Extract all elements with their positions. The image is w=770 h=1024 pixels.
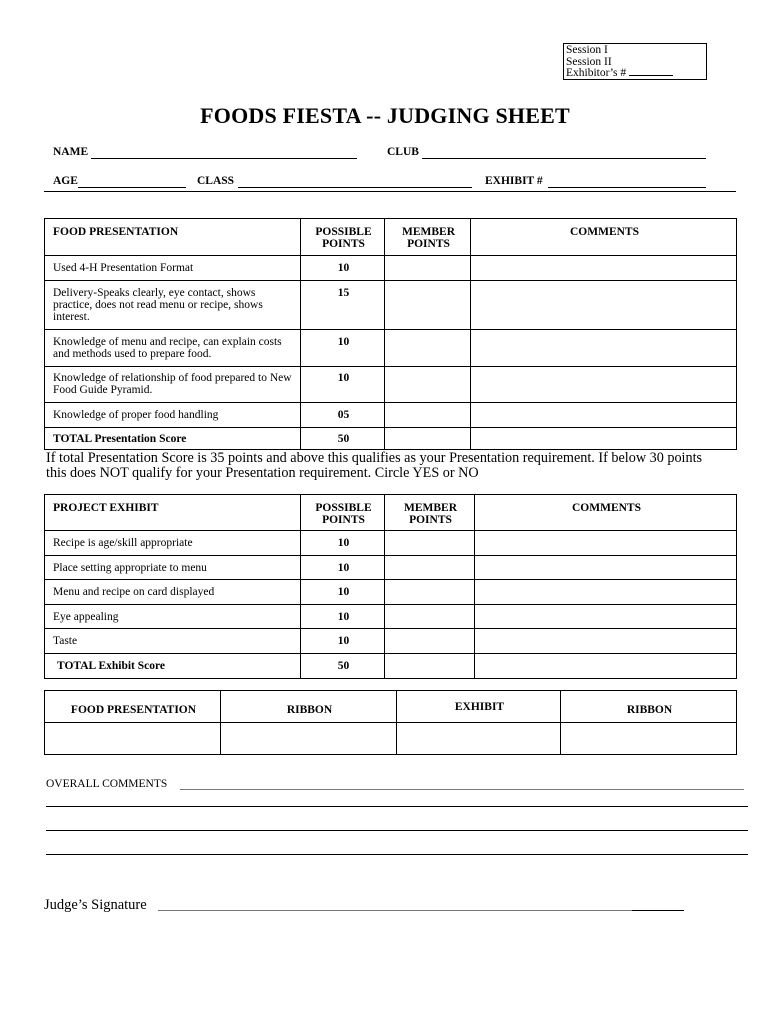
comments-header: COMMENTS bbox=[471, 219, 737, 256]
comments-cell[interactable] bbox=[475, 605, 737, 629]
exhibitor-number-line[interactable] bbox=[629, 75, 673, 76]
exhibit-ribbon-header: EXHIBIT bbox=[397, 691, 561, 723]
table-row bbox=[45, 629, 737, 654]
overall-comments-label: OVERALL COMMENTS bbox=[46, 778, 168, 790]
exhibit-number-line[interactable] bbox=[548, 187, 706, 188]
club-label: CLUB bbox=[387, 146, 419, 158]
total-row bbox=[45, 654, 737, 679]
table-row bbox=[45, 367, 737, 403]
exhibitor-number-label: Exhibitor’s # bbox=[566, 67, 627, 79]
overall-comments-line[interactable] bbox=[180, 789, 744, 790]
age-field[interactable] bbox=[53, 175, 78, 187]
comments-cell[interactable] bbox=[475, 531, 737, 556]
member-points-header: MEMBER POINTS bbox=[385, 495, 475, 531]
name-line[interactable] bbox=[91, 158, 357, 159]
total-member-points-cell[interactable] bbox=[385, 654, 475, 679]
comments-cell[interactable] bbox=[471, 281, 737, 330]
total-possible-points: 50 bbox=[301, 654, 385, 679]
possible-points-value: 10 bbox=[301, 330, 385, 367]
ribbon-table bbox=[44, 690, 737, 755]
total-exhibit-label: TOTAL Exhibit Score bbox=[45, 654, 301, 679]
comments-cell[interactable] bbox=[475, 629, 737, 654]
table-row bbox=[45, 281, 737, 330]
total-row bbox=[45, 428, 737, 450]
comments-line-4[interactable] bbox=[46, 854, 748, 855]
criterion-label: Menu and recipe on card displayed bbox=[45, 580, 301, 605]
possible-points-value: 10 bbox=[301, 367, 385, 403]
comments-cell[interactable] bbox=[471, 330, 737, 367]
comments-cell[interactable] bbox=[475, 580, 737, 605]
criterion-label: Eye appealing bbox=[45, 605, 301, 629]
table-row bbox=[45, 723, 737, 755]
total-member-points-cell[interactable] bbox=[385, 428, 471, 450]
name-label: NAME bbox=[53, 146, 89, 158]
criterion-label: Knowledge of menu and recipe, can explain costs and methods used to prepare food. bbox=[45, 330, 301, 367]
project-exhibit-table bbox=[44, 494, 737, 679]
food-presentation-header: FOOD PRESENTATION bbox=[45, 219, 301, 256]
session-1-label: Session I bbox=[566, 44, 608, 56]
member-points-cell[interactable] bbox=[385, 281, 471, 330]
class-field[interactable] bbox=[197, 175, 234, 187]
age-line[interactable] bbox=[78, 187, 186, 188]
criterion-label: Delivery-Speaks clearly, eye contact, shows practice, does not read menu or recipe, shows interest. bbox=[45, 281, 301, 330]
food-presentation-table bbox=[44, 218, 737, 450]
table-row bbox=[45, 256, 737, 281]
possible-points-value: 10 bbox=[301, 580, 385, 605]
total-comments-cell[interactable] bbox=[471, 428, 737, 450]
class-line[interactable] bbox=[238, 187, 472, 188]
comments-cell[interactable] bbox=[471, 403, 737, 428]
total-comments-cell[interactable] bbox=[475, 654, 737, 679]
comments-line-3[interactable] bbox=[46, 830, 748, 831]
presentation-ribbon-cell[interactable] bbox=[221, 723, 397, 755]
table-row bbox=[45, 556, 737, 580]
criterion-label: Place setting appropriate to menu bbox=[45, 556, 301, 580]
total-presentation-label: TOTAL Presentation Score bbox=[45, 428, 301, 450]
ribbon-header: RIBBON bbox=[221, 691, 397, 723]
name-field[interactable] bbox=[53, 146, 88, 158]
comments-header: COMMENTS bbox=[475, 495, 737, 531]
table-header-row bbox=[45, 691, 737, 723]
judge-signature-label: Judge’s Signature bbox=[44, 897, 147, 913]
presentation-requirement-notice bbox=[46, 451, 766, 480]
possible-points-value: 10 bbox=[301, 556, 385, 580]
ribbon-header: RIBBON bbox=[561, 691, 737, 723]
exhibitor-number-field[interactable] bbox=[566, 68, 706, 80]
member-points-cell[interactable] bbox=[385, 531, 475, 556]
table-row bbox=[45, 580, 737, 605]
exhibit-number-label: EXHIBIT # bbox=[485, 175, 543, 187]
comments-line-2[interactable] bbox=[46, 806, 748, 807]
possible-points-header: POSSIBLE POINTS bbox=[301, 495, 385, 531]
member-points-header: MEMBER POINTS bbox=[385, 219, 471, 256]
possible-points-value: 05 bbox=[301, 403, 385, 428]
criterion-label: Used 4-H Presentation Format bbox=[45, 256, 301, 281]
table-row bbox=[45, 531, 737, 556]
table-row bbox=[45, 403, 737, 428]
comments-cell[interactable] bbox=[471, 256, 737, 281]
judge-signature-line[interactable] bbox=[158, 910, 632, 911]
member-points-cell[interactable] bbox=[385, 580, 475, 605]
club-line[interactable] bbox=[422, 158, 706, 159]
exhibit-ribbon-cell[interactable] bbox=[397, 723, 561, 755]
food-presentation-ribbon-cell[interactable] bbox=[45, 723, 221, 755]
notice-line-1: If total Presentation Score is 35 points and above this qualifies as your Presentation requirement. If below 30 points bbox=[46, 450, 703, 466]
member-points-cell[interactable] bbox=[385, 629, 475, 654]
member-points-cell[interactable] bbox=[385, 403, 471, 428]
possible-points-value: 10 bbox=[301, 605, 385, 629]
club-field[interactable] bbox=[387, 146, 419, 158]
possible-points-value: 10 bbox=[301, 629, 385, 654]
table-header-row bbox=[45, 495, 737, 531]
table-row bbox=[45, 605, 737, 629]
criterion-label: Taste bbox=[45, 629, 301, 654]
member-points-cell[interactable] bbox=[385, 330, 471, 367]
criterion-label: Recipe is age/skill appropriate bbox=[45, 531, 301, 556]
possible-points-value: 10 bbox=[301, 256, 385, 281]
table-row bbox=[45, 330, 737, 367]
possible-points-value: 15 bbox=[301, 281, 385, 330]
possible-points-header: POSSIBLE POINTS bbox=[301, 219, 385, 256]
member-points-cell[interactable] bbox=[385, 556, 475, 580]
food-presentation-ribbon-header: FOOD PRESENTATION bbox=[45, 691, 221, 723]
project-exhibit-header: PROJECT EXHIBIT bbox=[45, 495, 301, 531]
session-2-label: Session II bbox=[566, 55, 612, 68]
comments-cell[interactable] bbox=[475, 556, 737, 580]
exhibit-ribbon-value-cell[interactable] bbox=[561, 723, 737, 755]
possible-points-value: 10 bbox=[301, 531, 385, 556]
judge-date-line[interactable] bbox=[632, 910, 684, 911]
member-points-cell[interactable] bbox=[385, 605, 475, 629]
criterion-label: Knowledge of proper food handling bbox=[45, 403, 301, 428]
session-box bbox=[563, 43, 707, 80]
total-possible-points: 50 bbox=[301, 428, 385, 450]
notice-line-2: this does NOT qualify for your Presentation requirement. Circle YES or NO bbox=[46, 464, 479, 481]
class-label: CLASS bbox=[197, 175, 235, 187]
table-header-row bbox=[45, 219, 737, 256]
exhibit-number-field[interactable] bbox=[485, 175, 543, 187]
criterion-label: Knowledge of relationship of food prepared to New Food Guide Pyramid. bbox=[45, 367, 301, 403]
header-divider bbox=[44, 191, 736, 192]
member-points-cell[interactable] bbox=[385, 367, 471, 403]
comments-cell[interactable] bbox=[471, 367, 737, 403]
member-points-cell[interactable] bbox=[385, 256, 471, 281]
page-title: FOODS FIESTA -- JUDGING SHEET bbox=[200, 103, 570, 128]
age-label: AGE bbox=[53, 175, 78, 187]
